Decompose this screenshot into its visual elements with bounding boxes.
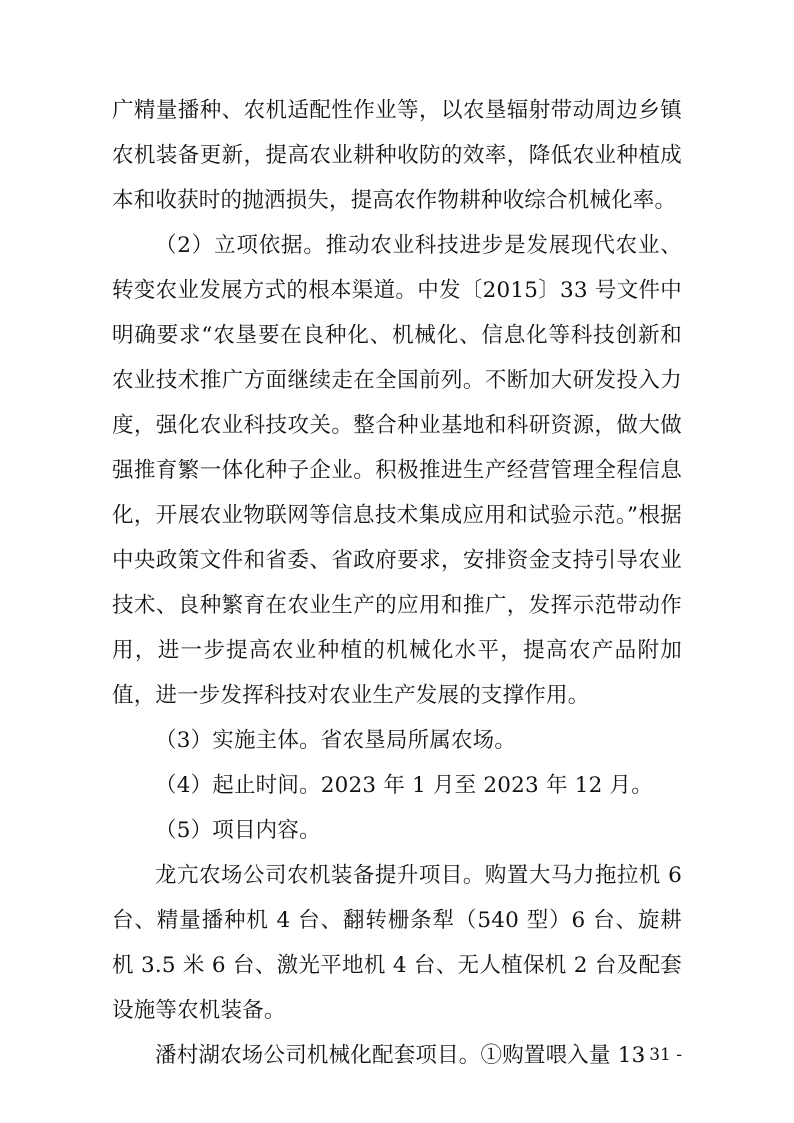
document-body [112, 88, 682, 1078]
paragraph-5: （5）项目内容。 [155, 818, 321, 843]
paragraph-3: （3）实施主体。省农垦局所属农场。 [155, 728, 517, 753]
paragraph-6: 龙亢农场公司农机装备提升项目。购置大马力拖拉机 6 台、精量播种机 4 台、翻转栅条犁（540 型）6 台、旋耕机 3.5 米 6 台、激光平地机 4 台、无人植保机 2 台及配套设施等农机装备。 [112, 863, 682, 1023]
paragraph-7: 潘村湖农场公司机械化配套项目。①购置喂入量 13 [155, 1043, 646, 1068]
paragraph-2: （2）立项依据。推动农业科技进步是发展现代农业、转变农业发展方式的根本渠道。中发〔2015〕33 号文件中明确要求“农垦要在良种化、机械化、信息化等科技创新和农业技术推广方面继续走在全国前列。不断加大研发投入力度，强化农业科技攻关。整合种业基地和科研资源，做大做强推育繁一体化种子企业。积极推进生产经营管理全程信息化，开展农业物联网等信息技术集成应用和试验示范。”根据中央政策文件和省委、省政府要求，安排资金支持引导农业技术、良种繁育在农业生产的应用和推广，发挥示范带动作用，进一步提高农业种植的机械化水平，提高农产品附加值，进一步发挥科技对农业生产发展的支撑作用。 [112, 233, 682, 708]
page-number: - 31 - [638, 1045, 682, 1065]
paragraph-1: 广精量播种、农机适配性作业等，以农垦辐射带动周边乡镇农机装备更新，提高农业耕种收防的效率，降低农业种植成本和收获时的抛洒损失，提高农作物耕种收综合机械化率。 [112, 98, 682, 213]
paragraph-4: （4）起止时间。2023 年 1 月至 2023 年 12 月。 [155, 773, 653, 798]
